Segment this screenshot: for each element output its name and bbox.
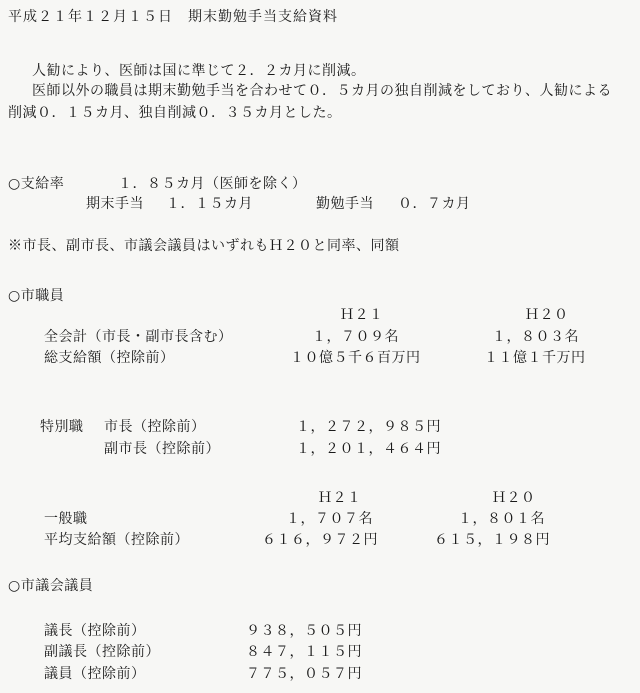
kinben-label: 勤勉手当 xyxy=(316,196,374,212)
note-text: ※市長、副市長、市議会議員はいずれもＨ２０と同率、同額 xyxy=(8,238,400,254)
staff-sum-h20: １１億１千万円 xyxy=(484,350,586,366)
council-chair-label: 議長（控除前） xyxy=(44,623,146,639)
kimatsu-label: 期末手当 xyxy=(86,196,144,212)
vice-mayor-value: １，２０１，４６４円 xyxy=(296,441,441,457)
council-chair-value: ９３８，５０５円 xyxy=(246,623,362,639)
staff-heading: ○市職員 xyxy=(8,288,65,304)
general-staff-label: 一般職 xyxy=(44,511,88,527)
avg-pay-h21: ６１６，９７２円 xyxy=(262,532,378,548)
intro-line-1: 人勧により、医師は国に準じて２．２カ月に削減。 xyxy=(32,63,366,79)
mayor-value: １，２７２，９８５円 xyxy=(296,419,441,435)
council-member-value: ７７５，０５７円 xyxy=(246,666,362,682)
staff-sum-label: 総支給額（控除前） xyxy=(44,350,175,366)
general-count-h21: １，７０７名 xyxy=(286,511,373,527)
mayor-label: 市長（控除前） xyxy=(104,419,206,435)
council-vice-value: ８４７，１１５円 xyxy=(246,644,362,660)
staff-total-h21: １，７０９名 xyxy=(312,329,399,345)
special-staff-label: 特別職 xyxy=(40,419,84,435)
payment-rate-heading: ○支給率 xyxy=(8,176,65,192)
vice-mayor-label: 副市長（控除前） xyxy=(104,441,220,457)
staff-total-h20: １，８０３名 xyxy=(492,329,579,345)
document-header: 平成２１年１２月１５日 期末勤勉手当支給資料 xyxy=(8,9,338,25)
general-col-h20: Ｈ２０ xyxy=(492,490,536,506)
council-vice-label: 副議長（控除前） xyxy=(44,644,160,660)
staff-sum-h21: １０億５千６百万円 xyxy=(290,350,421,366)
staff-col-h21: Ｈ２１ xyxy=(340,307,384,323)
staff-col-h20: Ｈ２０ xyxy=(525,307,569,323)
kinben-value: ０．７カ月 xyxy=(398,196,471,212)
avg-pay-label: 平均支給額（控除前） xyxy=(44,532,189,548)
staff-total-label: 全会計（市長・副市長含む） xyxy=(44,329,233,345)
avg-pay-h20: ６１５，１９８円 xyxy=(434,532,550,548)
general-count-h20: １，８０１名 xyxy=(458,511,545,527)
kimatsu-value: １．１５カ月 xyxy=(166,196,253,212)
council-member-label: 議員（控除前） xyxy=(44,666,146,682)
payment-rate-value: １．８５カ月（医師を除く） xyxy=(118,176,307,192)
intro-paragraph-2: 医師以外の職員は期末勤勉手当を合わせて０．５カ月の独自削減をしており、人勧による削減０．１５カ月、独自削減０．３５カ月とした。 xyxy=(8,83,612,121)
general-col-h21: Ｈ２１ xyxy=(318,490,362,506)
council-heading: ○市議会議員 xyxy=(8,578,94,594)
